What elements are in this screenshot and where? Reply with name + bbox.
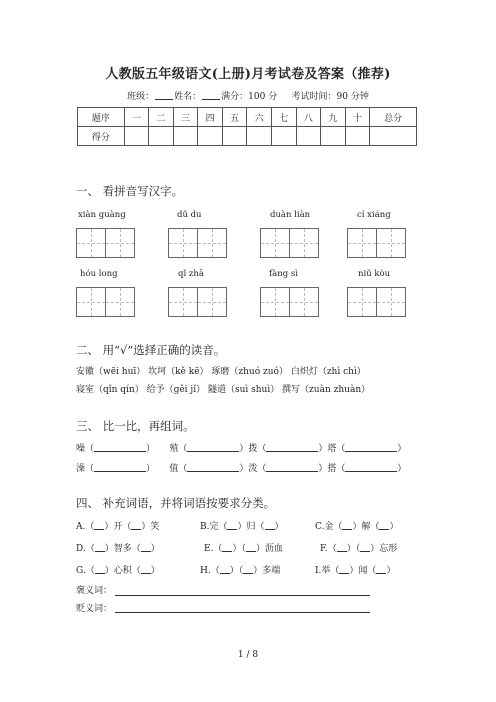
pinyin-1: xiàn guàng <box>78 210 126 220</box>
praise-label: 褒义词： <box>76 586 113 596</box>
score-cell[interactable] <box>272 127 297 146</box>
score-cell[interactable] <box>296 127 321 146</box>
char-grid[interactable] <box>347 287 407 317</box>
char-grid[interactable] <box>168 228 228 258</box>
compare-row-1 <box>76 441 406 454</box>
answer-blank[interactable] <box>345 471 397 472</box>
idiom-item-h: H.（ ）（ ）多端 <box>200 566 281 576</box>
score-cell[interactable] <box>247 127 272 146</box>
score-cell[interactable] <box>345 127 370 146</box>
pinyin-6: qǐ zhā <box>178 269 204 279</box>
header-cell: 三 <box>173 108 198 127</box>
score-row <box>78 127 417 146</box>
compare-text: ）塔（ <box>318 444 346 454</box>
answer-blank[interactable] <box>266 471 318 472</box>
idiom-item-a: A.（ ）开（ ）笑 <box>76 522 160 532</box>
pinyin-7: fàng sì <box>269 269 298 279</box>
pinyin-8: niǔ kòu <box>358 269 391 279</box>
char-grid[interactable] <box>260 287 320 317</box>
header-cell: 七 <box>272 108 297 127</box>
compare-text: ） <box>146 464 156 474</box>
score-cell[interactable] <box>222 127 247 146</box>
score-cell[interactable] <box>321 127 346 146</box>
char-grid[interactable] <box>260 228 320 258</box>
reading-line-1: 安徽（wēi huī） 坎坷（kě kē） 琢磨（zhuó zuó） 白炽灯（zhì chì） <box>76 367 366 377</box>
section-1-title: 一、 看拼音写汉字。 <box>76 184 184 198</box>
char-grid[interactable] <box>168 287 228 317</box>
pinyin-5: hóu long <box>80 269 118 279</box>
pinyin-3: duàn liàn <box>270 210 311 220</box>
char-grid[interactable] <box>76 228 136 258</box>
idiom-item-d: D.（ ）智多（ ） <box>76 544 160 554</box>
score-row-label: 得分 <box>78 127 125 146</box>
idiom-item-e: E.（ ）（ ）沥血 <box>204 544 283 554</box>
answer-blank[interactable] <box>94 471 146 472</box>
section-4-title: 四、 补充词语，并将词语按要求分类。 <box>76 496 276 510</box>
score-table <box>77 107 417 146</box>
compare-text: 噪（ <box>76 444 95 454</box>
idiom-item-g: G.（ ）心积（ ） <box>76 566 160 576</box>
idiom-item-b: B.完（ ）归（ ） <box>200 522 284 532</box>
exam-time: 考试时间：90 分钟 <box>291 92 369 102</box>
score-cell[interactable] <box>124 127 149 146</box>
exam-info <box>0 89 496 102</box>
page-number: 1 / 8 <box>237 650 259 660</box>
compare-text: 澡（ <box>76 464 95 474</box>
compare-text: ）拨（ <box>239 444 267 454</box>
compare-text: 值（ <box>169 464 188 474</box>
header-cell: 四 <box>198 108 223 127</box>
pinyin-4: cí xiáng <box>357 210 391 220</box>
header-cell: 五 <box>222 108 247 127</box>
header-cell: 一 <box>124 108 149 127</box>
idiom-item-c: C.金（ ）解（ ） <box>315 522 399 532</box>
idiom-item-i: I.举（ ）闻（ ） <box>315 566 396 576</box>
page-title: 人教版五年级语文(上册)月考试卷及答案（推荐) <box>105 67 391 82</box>
name-label: 姓名： <box>174 92 202 102</box>
answer-blank[interactable] <box>187 451 239 452</box>
header-cell: 六 <box>247 108 272 127</box>
answer-blank[interactable] <box>345 451 397 452</box>
header-cell: 八 <box>296 108 321 127</box>
pinyin-2: dǔ du <box>177 210 202 220</box>
answer-blank[interactable] <box>266 451 318 452</box>
score-header-row <box>78 108 417 127</box>
compare-row-2 <box>76 461 406 474</box>
score-cell[interactable] <box>198 127 223 146</box>
char-grid[interactable] <box>76 287 136 317</box>
score-cell[interactable] <box>149 127 174 146</box>
compare-text: ）泼（ <box>239 464 267 474</box>
class-label: 班级： <box>127 92 155 102</box>
derogatory-answer-line[interactable] <box>115 612 370 613</box>
compare-text: ） <box>146 444 156 454</box>
answer-blank[interactable] <box>187 471 239 472</box>
header-cell: 总分 <box>370 108 417 127</box>
full-score: 满分：100 分 <box>221 92 278 102</box>
compare-text: 殖（ <box>169 444 188 454</box>
name-blank <box>202 99 220 100</box>
score-cell[interactable] <box>173 127 198 146</box>
praise-answer-line[interactable] <box>115 595 370 596</box>
section-2-title: 二、 用“√”选择正确的读音。 <box>76 343 226 357</box>
char-grid[interactable] <box>347 228 407 258</box>
compare-text: ） <box>397 444 407 454</box>
compare-text: ） <box>397 464 407 474</box>
header-cell: 十 <box>345 108 370 127</box>
class-blank <box>155 99 173 100</box>
reading-line-2: 寝室（qǐn qín） 给予（gěi jǐ） 隧道（suì shuì） 撰写（zuàn zhuàn） <box>76 385 371 395</box>
answer-blank[interactable] <box>94 451 146 452</box>
header-cell: 二 <box>149 108 174 127</box>
header-cell: 题序 <box>78 108 125 127</box>
compare-text: ）搭（ <box>318 464 346 474</box>
score-cell[interactable] <box>370 127 417 146</box>
idiom-item-f: F.（ ）（ ）忘形 <box>320 544 398 554</box>
header-cell: 九 <box>321 108 346 127</box>
derogatory-label: 贬义词： <box>76 604 113 614</box>
section-3-title: 三、 比一比，再组词。 <box>76 419 195 433</box>
